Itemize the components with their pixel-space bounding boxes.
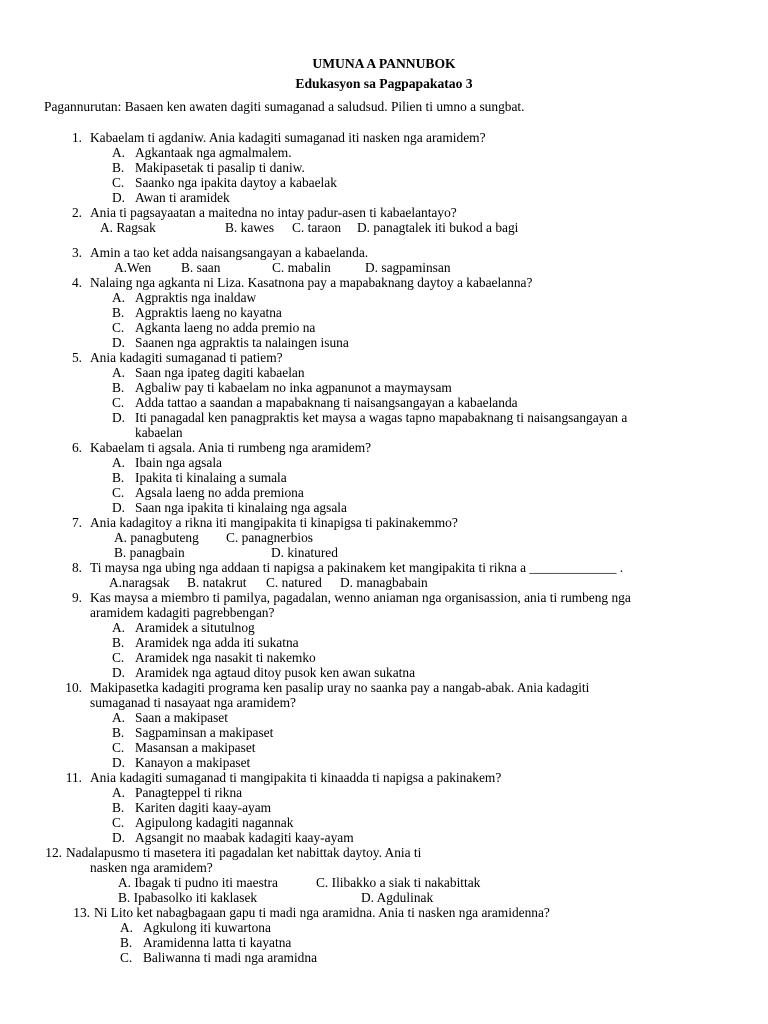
option-letter: B.: [112, 160, 125, 175]
question-line: [0, 275, 768, 290]
answer-option[interactable]: [0, 380, 768, 395]
option-letter: A.: [112, 710, 126, 725]
answer-option[interactable]: B. natakrut: [187, 575, 247, 590]
question-line: [0, 440, 768, 455]
answer-option[interactable]: [0, 785, 768, 800]
option-letter: D.: [112, 190, 126, 205]
question-text: Ania kadagitoy a rikna iti mangipakita ti kinapigsa ti pakinakemmo?: [90, 515, 458, 530]
spacer: [0, 235, 768, 245]
question-text: Kabaelam ti agsala. Ania ti rumbeng nga aramidem?: [90, 440, 372, 455]
question-item: [0, 440, 768, 515]
question-text: Ania kadagiti sumaganad ti patiem?: [90, 350, 283, 365]
answer-option[interactable]: C. natured: [266, 575, 322, 590]
option-letter: C.: [112, 650, 125, 665]
answer-option[interactable]: C. taraon: [292, 220, 342, 235]
question-item: [0, 845, 768, 905]
answer-option[interactable]: [0, 755, 768, 770]
answer-option[interactable]: [0, 950, 768, 965]
answer-option[interactable]: [0, 305, 768, 320]
question-number: 6.: [71, 440, 82, 455]
option-text: Aramidek a situtulnog: [135, 620, 255, 635]
option-letter: B.: [112, 635, 125, 650]
answer-option[interactable]: [0, 175, 768, 190]
page-title: UMUNA A PANNUBOK: [312, 56, 456, 71]
answer-option[interactable]: [0, 920, 768, 935]
question-line: [0, 130, 768, 145]
option-letter: A.: [112, 785, 126, 800]
option-text: Baliwanna ti madi nga aramidna: [143, 950, 318, 965]
question-line: [0, 680, 768, 695]
option-text: Agbaliw pay ti kabaelam no inka agpanunot a maymaysam: [135, 380, 452, 395]
question-item: [0, 350, 768, 440]
answer-option[interactable]: A. Ibagak ti pudno iti maestra: [118, 875, 278, 890]
answer-option[interactable]: [0, 830, 768, 845]
answer-option[interactable]: [0, 740, 768, 755]
answer-option[interactable]: [0, 455, 768, 470]
option-letter: B.: [112, 470, 125, 485]
option-letter: B.: [120, 935, 133, 950]
question-item: [0, 130, 768, 205]
question-text: Kabaelam ti agdaniw. Ania kadagiti sumaganad iti nasken nga aramidem?: [90, 130, 486, 145]
answer-option[interactable]: [0, 395, 768, 410]
question-line: [0, 590, 768, 605]
question-line: [0, 860, 768, 875]
option-continuation: [0, 425, 768, 440]
answer-option[interactable]: [0, 800, 768, 815]
answer-option[interactable]: [0, 815, 768, 830]
option-letter: A.: [112, 365, 126, 380]
answer-option[interactable]: [0, 485, 768, 500]
question-line: [0, 695, 768, 710]
option-letter: C.: [112, 815, 125, 830]
question-number: 11.: [65, 770, 82, 785]
option-text: Ipakita ti kinalaing a sumala: [135, 470, 287, 485]
answer-option[interactable]: D. managbabain: [340, 575, 428, 590]
answer-option[interactable]: [0, 650, 768, 665]
question-text: nasken nga aramidem?: [90, 860, 213, 875]
answer-option[interactable]: [0, 365, 768, 380]
question-number: 9.: [71, 590, 82, 605]
question-text: Ania ti pagsayaatan a maitedna no intay padur-asen ti kabaelantayo?: [90, 205, 457, 220]
option-letter: D.: [112, 830, 126, 845]
answer-options-row: [0, 575, 768, 590]
answer-option[interactable]: [0, 320, 768, 335]
option-letter: D.: [112, 410, 126, 425]
question-number: 3.: [71, 245, 82, 260]
option-letter: C.: [112, 740, 125, 755]
option-letter: D.: [112, 500, 126, 515]
answer-options-row: [0, 545, 768, 560]
answer-option[interactable]: [0, 665, 768, 680]
question-line: [0, 350, 768, 365]
question-item: [0, 770, 768, 845]
question-number: 10.: [65, 680, 82, 695]
option-text: Agkantaak nga agmalmalem.: [135, 145, 292, 160]
option-letter: D.: [112, 665, 126, 680]
question-line: [0, 770, 768, 785]
answer-option[interactable]: A. Ragsak: [100, 220, 156, 235]
answer-options-row: [0, 530, 768, 545]
option-text: Aramidenna latta ti kayatna: [143, 935, 292, 950]
option-text: Ibain nga agsala: [135, 455, 222, 470]
answer-option[interactable]: [0, 725, 768, 740]
option-letter: C.: [112, 175, 125, 190]
answer-option[interactable]: [0, 190, 768, 205]
question-number: 13.: [73, 905, 90, 920]
option-letter: B.: [112, 725, 125, 740]
option-text: Saanen nga agpraktis ta nalaingen isuna: [135, 335, 349, 350]
question-text: Kas maysa a miembro ti pamilya, pagadalan, wenno aniaman nga organisassion, ania ti rumbeng nga: [90, 590, 631, 605]
question-line: [0, 515, 768, 530]
question-line: [0, 905, 768, 920]
option-letter: C.: [120, 950, 133, 965]
question-line: [0, 845, 768, 860]
answer-option[interactable]: B. Ipabasolko iti kaklasek: [118, 890, 258, 905]
answer-option[interactable]: B. panagbain: [114, 545, 185, 560]
option-text: Makipasetak ti pasalip ti daniw.: [135, 160, 305, 175]
question-item: [0, 245, 768, 275]
question-item: [0, 275, 768, 350]
question-item: [0, 590, 768, 680]
answer-option[interactable]: [0, 145, 768, 160]
option-letter: B.: [112, 800, 125, 815]
option-text: Awan ti aramidek: [135, 190, 230, 205]
question-number: 8.: [71, 560, 82, 575]
option-text: Masansan a makipaset: [135, 740, 256, 755]
option-letter: A.: [112, 145, 126, 160]
answer-options-row: [0, 260, 768, 275]
answer-option[interactable]: C. mabalin: [272, 260, 331, 275]
option-text: Agpraktis nga inaldaw: [135, 290, 257, 305]
answer-option[interactable]: [0, 290, 768, 305]
option-letter: C.: [112, 320, 125, 335]
answer-option[interactable]: A. panagbuteng: [114, 530, 199, 545]
question-line: [0, 245, 768, 260]
option-letter: A.: [120, 920, 134, 935]
question-text: aramidem kadagiti pagrebbengan?: [90, 605, 275, 620]
option-text: Agipulong kadagiti nagannak: [135, 815, 294, 830]
answer-option[interactable]: [0, 710, 768, 725]
answer-options-row: [0, 875, 768, 890]
option-letter: C.: [112, 395, 125, 410]
option-letter: A.: [112, 620, 126, 635]
answer-option[interactable]: C. Ilibakko a siak ti nakabittak: [316, 875, 481, 890]
option-text: Sagpaminsan a makipaset: [135, 725, 274, 740]
question-text: Amin a tao ket adda naisangsangayan a kabaelanda.: [90, 245, 369, 260]
option-text: Saan nga ipakita ti kinalaing nga agsala: [135, 500, 347, 515]
answer-option[interactable]: [0, 500, 768, 515]
answer-options-row: [0, 890, 768, 905]
question-text: Makipasetka kadagiti programa ken pasalip uray no saanka pay a nangab-abak. Ania kadagiti: [90, 680, 590, 695]
option-letter: D.: [112, 755, 126, 770]
option-text: Kanayon a makipaset: [135, 755, 251, 770]
question-line: [0, 205, 768, 220]
option-text: Saan a makipaset: [135, 710, 228, 725]
option-text: Saanko nga ipakita daytoy a kabaelak: [135, 175, 337, 190]
option-text: Agsangit no maabak kadagiti kaay-ayam: [135, 830, 354, 845]
answer-option[interactable]: D. panagtalek iti bukod a bagi: [357, 220, 519, 235]
answer-options-row: [0, 220, 768, 235]
question-text: Nadalapusmo ti masetera iti pagadalan ket nabittak daytoy. Ania ti: [66, 845, 422, 860]
question-number: 4.: [71, 275, 82, 290]
question-item: [0, 560, 768, 590]
option-letter: A.: [112, 455, 126, 470]
question-item: [0, 905, 768, 965]
answer-option[interactable]: [0, 935, 768, 950]
page-subtitle: Edukasyon sa Pagpapakatao 3: [295, 76, 473, 91]
question-text: sumaganad ti nasayaat nga aramidem?: [90, 695, 296, 710]
option-text: Aramidek nga nasakit ti nakemko: [135, 650, 316, 665]
option-text: Saan nga ipateg dagiti kabaelan: [135, 365, 305, 380]
answer-option[interactable]: A.naragsak: [109, 575, 170, 590]
option-text: Agkanta laeng no adda premio na: [135, 320, 316, 335]
option-letter: D.: [112, 335, 126, 350]
question-item: [0, 515, 768, 560]
option-letter: C.: [112, 485, 125, 500]
option-text: Agsala laeng no adda premiona: [135, 485, 304, 500]
option-text: Adda tattao a saandan a mapabaknang ti naisangsangayan a kabaelanda: [135, 395, 518, 410]
answer-option[interactable]: C. panagnerbios: [226, 530, 314, 545]
question-item: [0, 680, 768, 770]
question-item: [0, 205, 768, 235]
question-number: 5.: [71, 350, 82, 365]
option-text: Aramidek nga adda iti sukatna: [135, 635, 299, 650]
question-number: 7.: [71, 515, 82, 530]
answer-option[interactable]: A.Wen: [114, 260, 152, 275]
option-text: Iti panagadal ken panagpraktis ket maysa a wagas tapno mapabaknang ti naisangsangayan a: [135, 410, 628, 425]
question-text: Ni Lito ket nabagbagaan gapu ti madi nga aramidna. Ania ti nasken nga aramidenna?: [94, 905, 550, 920]
answer-option[interactable]: D. sagpaminsan: [365, 260, 451, 275]
answer-option[interactable]: [0, 160, 768, 175]
option-letter: B.: [112, 305, 125, 320]
option-letter: B.: [112, 380, 125, 395]
option-text: Aramidek nga agtaud ditoy pusok ken awan sukatna: [135, 665, 416, 680]
question-text: Ania kadagiti sumaganad ti mangipakita ti kinaadda ti napigsa a pakinakem?: [90, 770, 502, 785]
option-letter: A.: [112, 290, 126, 305]
option-text: Agpraktis laeng no kayatna: [135, 305, 282, 320]
instruction-text: Pagannurutan: Basaen ken awaten dagiti sumaganad a saludsud. Pilien ti umno a sungbat.: [44, 99, 525, 114]
answer-option[interactable]: [0, 635, 768, 650]
question-number: 1.: [71, 130, 82, 145]
answer-option[interactable]: D. Agdulinak: [361, 890, 434, 905]
answer-option[interactable]: B. kawes: [225, 220, 275, 235]
question-line: [0, 605, 768, 620]
answer-option[interactable]: [0, 410, 768, 425]
question-number: 2.: [71, 205, 82, 220]
answer-option[interactable]: [0, 620, 768, 635]
answer-option[interactable]: [0, 335, 768, 350]
answer-option[interactable]: B. saan: [181, 260, 221, 275]
question-text: Ti maysa nga ubing nga addaan ti napigsa a pakinakem ket mangipakita ti rikna a _____________ .: [90, 560, 624, 575]
option-text: Agkulong iti kuwartona: [143, 920, 271, 935]
question-list: [0, 130, 768, 965]
answer-option[interactable]: [0, 470, 768, 485]
question-text: Nalaing nga agkanta ni Liza. Kasatnona pay a mapabaknang daytoy a kabaelanna?: [90, 275, 533, 290]
question-number: 12.: [45, 845, 62, 860]
question-line: [0, 560, 768, 575]
answer-option[interactable]: D. kinatured: [271, 545, 338, 560]
option-text: Kariten dagiti kaay-ayam: [135, 800, 272, 815]
option-text: kabaelan: [135, 425, 183, 440]
option-text: Panagteppel ti rikna: [135, 785, 243, 800]
